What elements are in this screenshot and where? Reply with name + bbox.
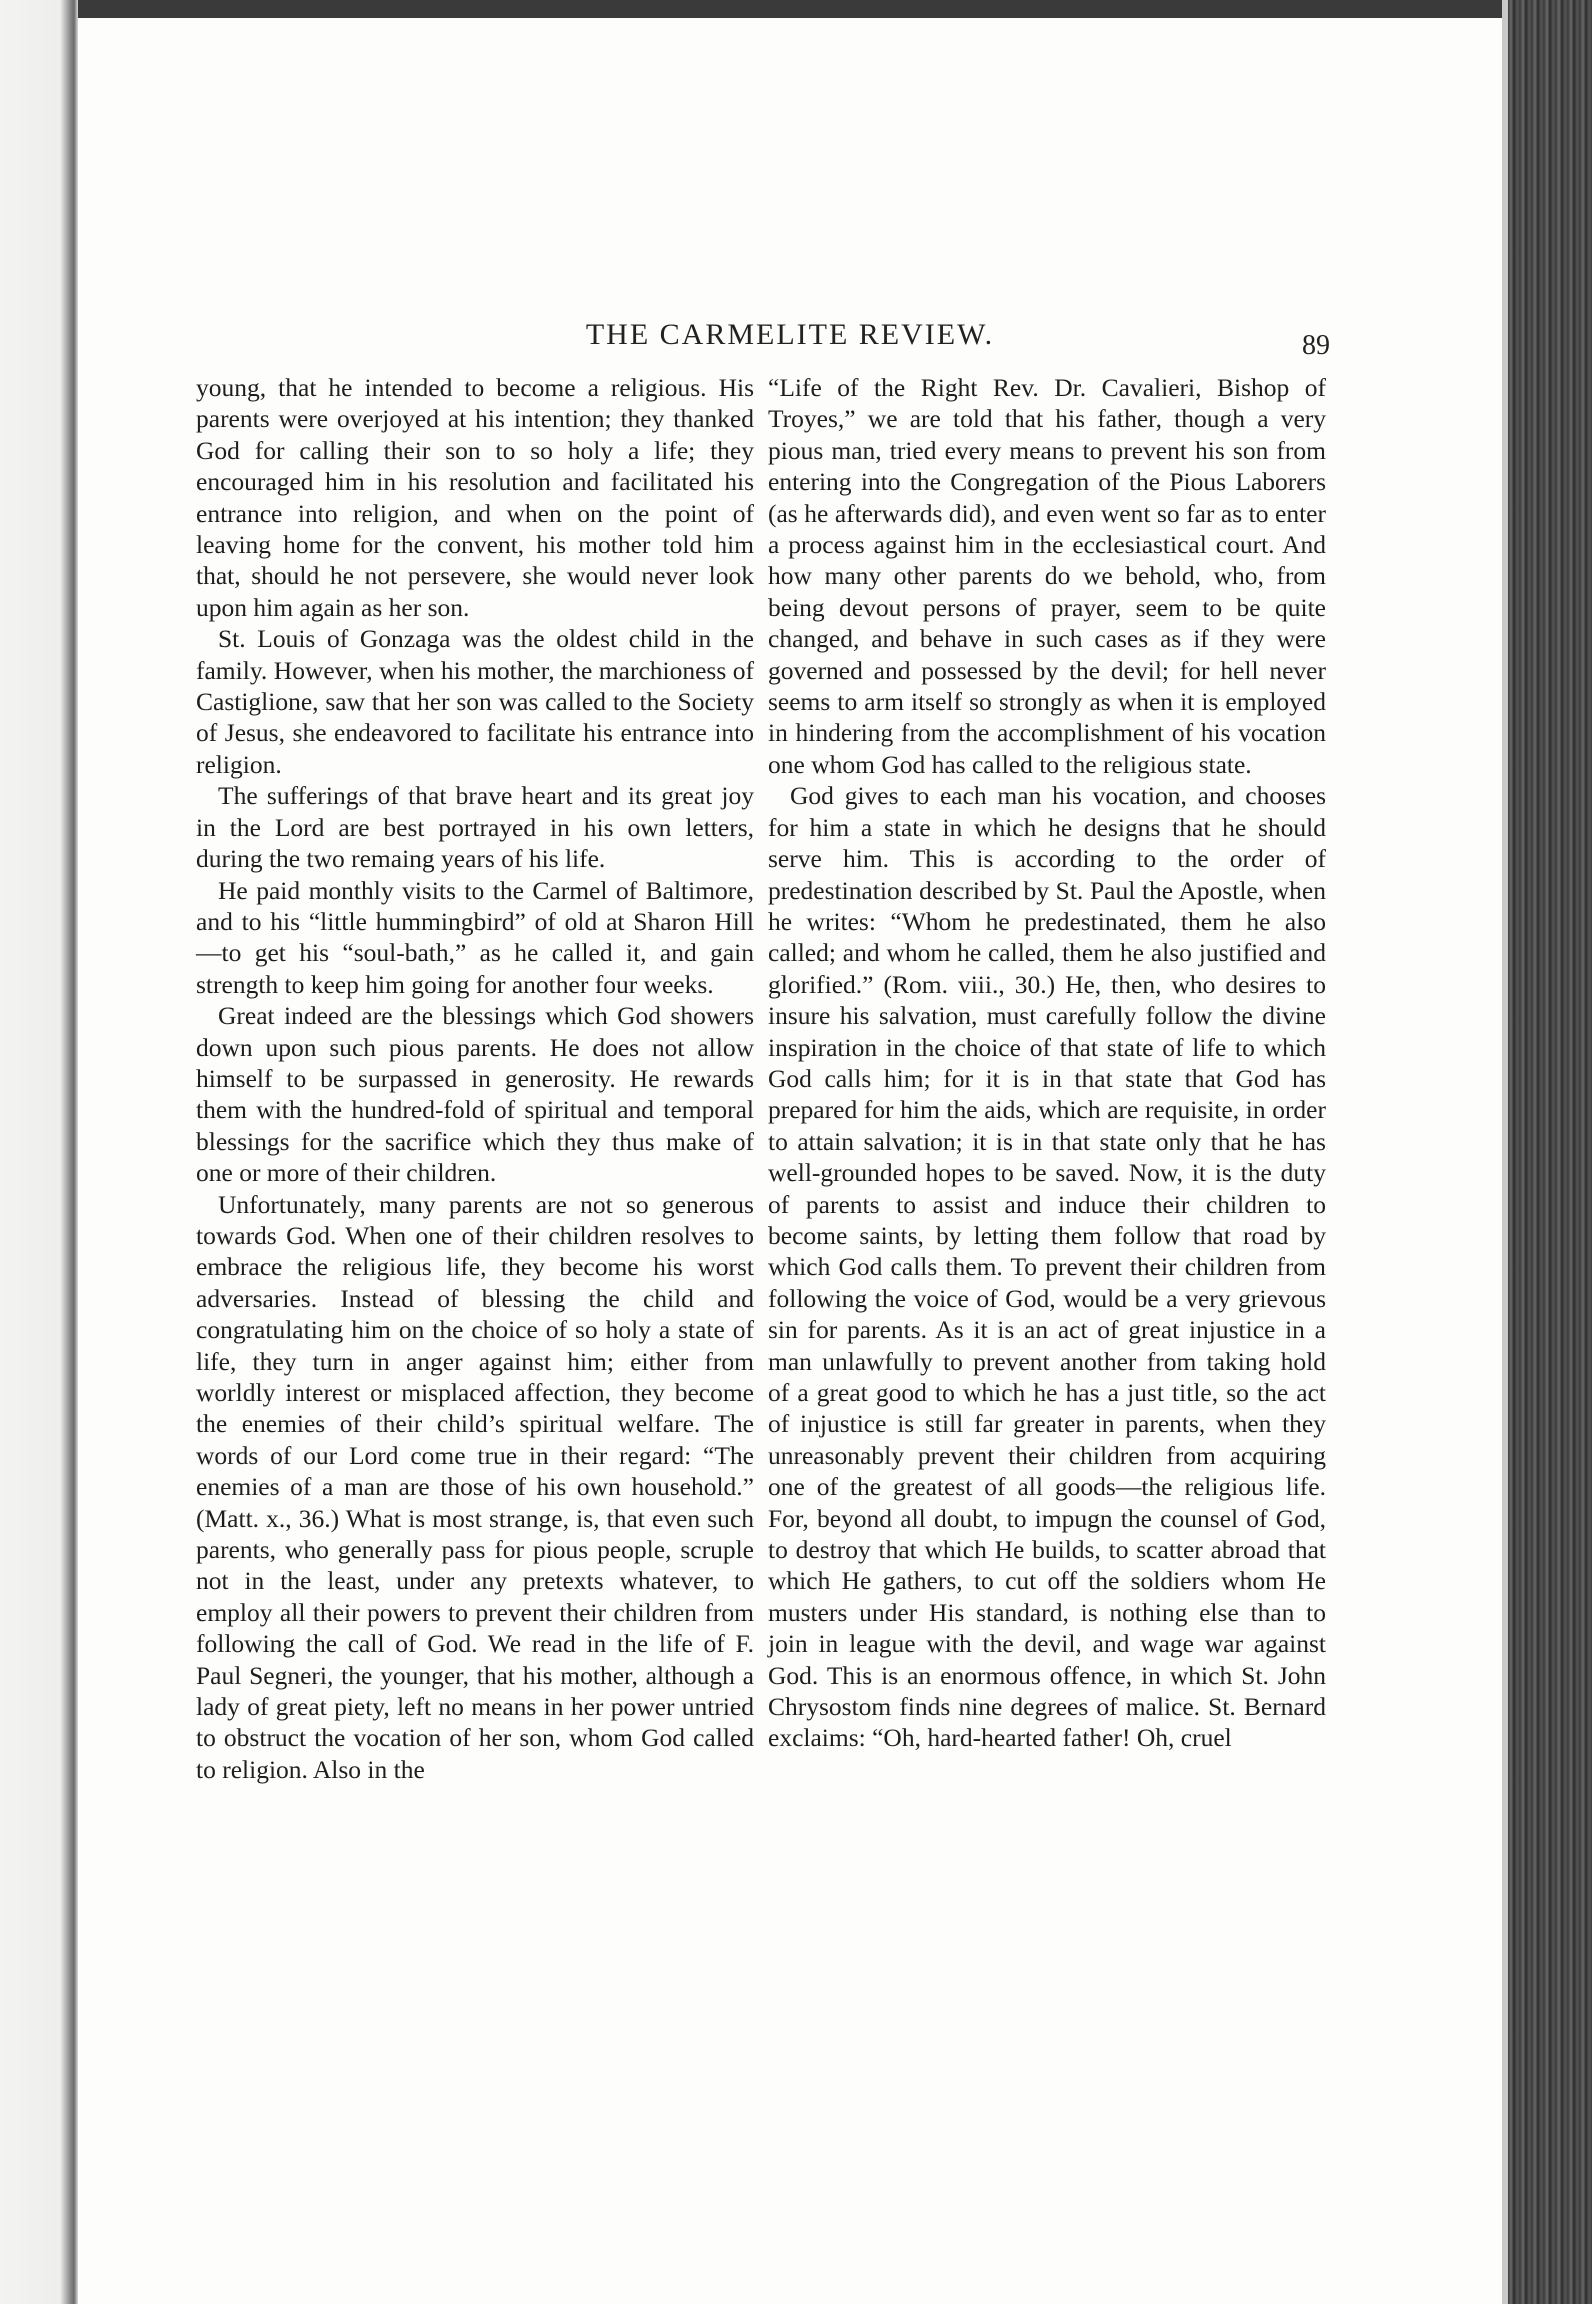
paragraph: St. Louis of Gonzaga was the oldest child in the family. However, when his mother, the marchioness of Castiglione, saw that her son was called to the Society of Jesus, she endeavored to facilitate his entrance into religion. xyxy=(196,624,754,779)
paragraph: He paid monthly visits to the Carmel of Baltimore, and to his “little hummingbird” of old at Sharon Hill—to get his “soul-bath,” as he called it, and gain strength to keep him going for another four weeks. xyxy=(196,875,754,999)
page-number: 89 xyxy=(1302,330,1330,361)
book-gutter-left xyxy=(0,0,78,2304)
paragraph: young, that he intended to become a religious. His parents were overjoyed at his intention; they thanked God for calling their son to so holy a life; they encouraged him in his resolution and facilitated his entrance into religion, and when on the point of leaving home for the convent, his mother told him that, should he not persevere, she would never look upon him again as her son. xyxy=(196,373,754,622)
paragraph: Unfortunately, many parents are not so generous towards God. When one of their children resolves to embrace the religious life, they become his worst adversaries. Instead of blessing the child and congratulating him on the choice of so holy a state of life, they turn in anger against him; either from worldly interest or misplaced affection, they become the enemies of their child’s spiritual welfare. The words of our Lord come true in their regard: “The enemies of a man are those of his own household.” (Matt. x., 36.) What is most strange, is, that even such parents, who generally pass for pious people, scruple not in the least, under any pretexts whatever, to employ all their powers to prevent their children from following the call of God. We read in the life of F. Paul Segneri, the younger, that his mother, although a lady of great piety, left no means in her power untried to obstruct the vocation of her son, whom God called to religion. Also in the xyxy=(196,1189,754,1784)
paragraph: God gives to each man his vocation, and chooses for him a state in which he designs that he should serve him. This is according to the order of predestination described by St. Paul the Apostle, when he writes: “Whom he predestinated, them he also called; and whom he called, them he also justified and glorified.” (Rom. viii., 30.) He, then, who desires to insure his salvation, must carefully follow the divine inspiration in the choice of that state of life to which God calls him; for it is in that state that God has prepared for him the aids, which are requisite, in order to attain salvation; it is in that state only that he has well-grounded hopes to be saved. Now, it is the duty of parents to assist and induce their children to become saints, by letting them follow that road by which God calls them. To prevent their children from following the voice of God, would be a very grievous sin for parents. As it is an act of great injustice in a man unlawfully to prevent another from taking hold of a great good to which he has a just title, so the act of injustice is still far greater in parents, when they unreasonably prevent their children from acquiring one of the greatest of all goods—the religious life. For, beyond all doubt, to impugn the counsel of God, to destroy that which He builds, to scatter abroad that which He gathers, to cut off the soldiers whom He musters under His standard, is nothing else than to join in league with the devil, and wage war against God. This is an enormous offence, in which St. John Chrysostom finds nine degrees of malice. St. Bernard exclaims: “Oh, hard-hearted father! Oh, cruel xyxy=(768,781,1326,1753)
running-head: THE CARMELITE REVIEW. xyxy=(585,318,995,351)
right-column xyxy=(768,372,1326,1754)
paragraph: The sufferings of that brave heart and its great joy in the Lord are best portrayed in his own letters, during the two remaing years of his life. xyxy=(196,781,754,874)
left-column xyxy=(196,372,754,1785)
paragraph: Great indeed are the blessings which God showers down upon such pious parents. He does not allow himself to be surpassed in generosity. He rewards them with the hundred-fold of spiritual and temporal blessings for the sacrifice which they thus make of one or more of their children. xyxy=(196,1001,754,1188)
scan-top-border xyxy=(0,0,1592,18)
book-spine-right xyxy=(1508,0,1592,2304)
paragraph: “Life of the Right Rev. Dr. Cavalieri, Bishop of Troyes,” we are told that his father, though a very pious man, tried every means to prevent his son from entering into the Congregation of the Pious Laborers (as he afterwards did), and even went so far as to enter a process against him in the ecclesiastical court. And how many other parents do we behold, who, from being devout persons of prayer, seem to be quite changed, and behave in such cases as if they were governed and possessed by the devil; for hell never seems to arm itself so strongly as when it is employed in hindering from the accomplishment of his vocation one whom God has called to the religious state. xyxy=(768,373,1326,779)
